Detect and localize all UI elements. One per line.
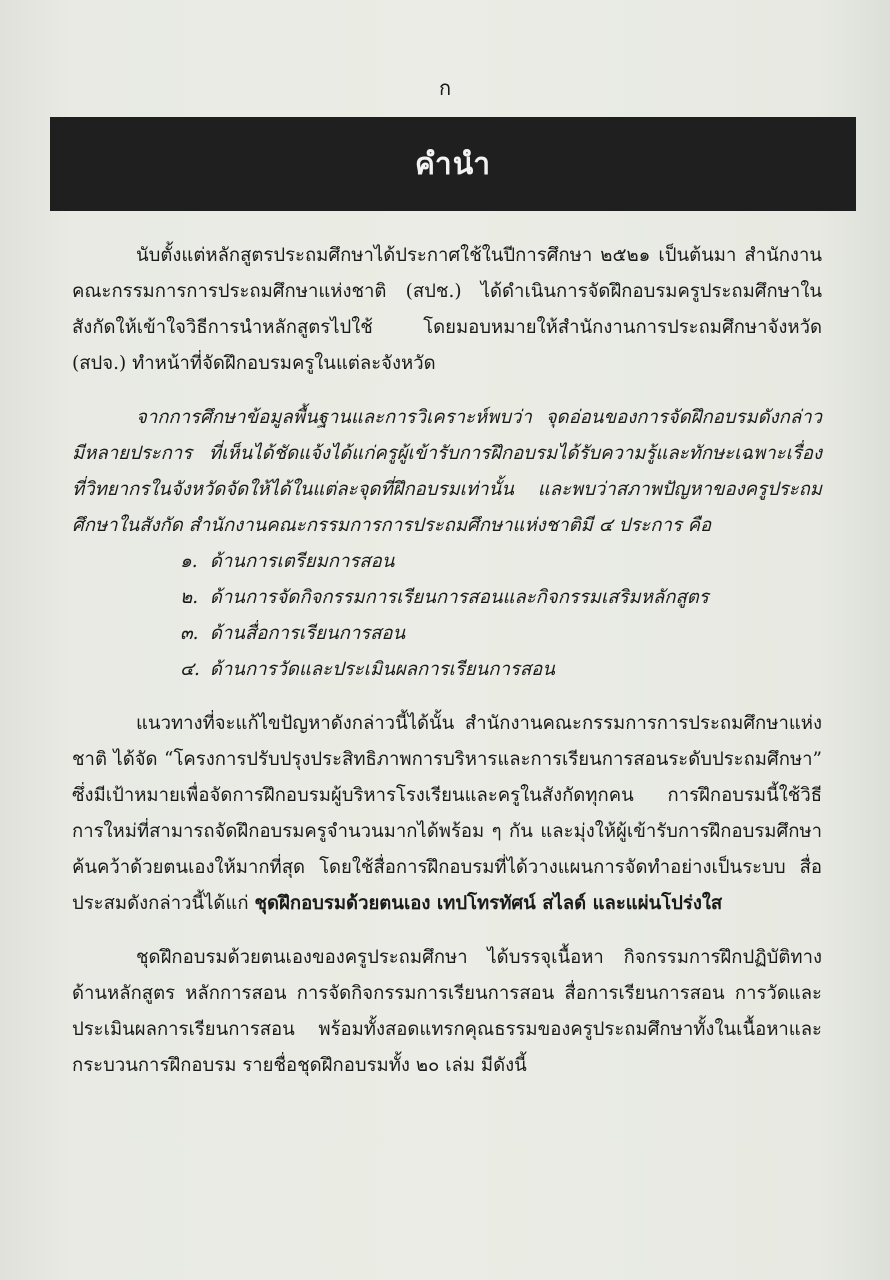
list-item-text: ด้านการเตรียมการสอน	[209, 551, 395, 572]
spacer	[72, 688, 822, 706]
spacer	[72, 382, 822, 400]
paragraph-training-set: ชุดฝึกอบรมด้วยตนเองของครูประถมศึกษา ได้บรรจุเนื้อหา กิจกรรมการฝึกปฏิบัติทางด้านหลักสูตร หลักการสอน การจัดกิจกรรมการเรียนการสอน สื่อการเรียนการสอน การวัดและประเมินผลการเรียนการสอน พร้อมทั้งสอดแทรกคุณธรรมของครูประถมศึกษาทั้งในเนื้อหาและกระบวนการฝึกอบรม รายชื่อชุดฝึกอบรมทั้ง ๒๐ เล่ม มีดังนี้	[72, 947, 822, 1076]
body-text	[72, 238, 822, 1084]
paragraph-solution-text: แนวทางที่จะแก้ไขปัญหาดังกล่าวนี้ได้นั้น สำนักงานคณะกรรมการการประถมศึกษาแห่งชาติ ได้จัด “โครงการปรับปรุงประสิทธิภาพการบริหารและการเรียนการสอนระดับประถมศึกษา” ซึ่งมีเป้าหมายเพื่อจัดการฝึกอบรมผู้บริหารโรงเรียนและครูในสังกัดทุกคน การฝึกอบรมนี้ใช้วิธีการใหม่ที่สามารถจัดฝึกอบรมครูจำนวนมากได้พร้อม ๆ กัน และมุ่งให้ผู้เข้ารับการฝึกอบรมศึกษาค้นคว้าด้วยตนเองให้มากที่สุด โดยใช้สื่อการฝึกอบรมที่ได้วางแผนการจัดทำอย่างเป็นระบบ สื่อประสมดังกล่าวนี้ได้แก่	[72, 713, 822, 914]
list-item-number: ๔.	[180, 659, 200, 680]
media-list-bold: ชุดฝึกอบรมด้วยตนเอง เทปโทรทัศน์ สไลด์ และแผ่นโปร่งใส	[254, 893, 723, 914]
page-title: คำนำ	[414, 146, 492, 182]
paragraph-analysis: จากการศึกษาข้อมูลพื้นฐานและการวิเคราะห์พบว่า จุดอ่อนของการจัดฝึกอบรมดังกล่าวมีหลายประการ ที่เห็นได้ชัดแจ้งได้แก่ครูผู้เข้ารับการฝึกอบรมได้รับความรู้และทักษะเฉพาะเรื่องที่วิทยากรในจังหวัดจัดให้ได้ในแต่ละจุดที่ฝึกอบรมเท่านั้น และพบว่าสภาพปัญหาของครูประถมศึกษาในสังกัด สำนักงานคณะกรรมการการประถมศึกษาแห่งชาติมี ๔ ประการ คือ	[72, 407, 822, 536]
list-item-text: ด้านการจัดกิจกรรมการเรียนการสอนและกิจกรรมเสริมหลักสูตร	[209, 587, 709, 608]
list-item-text: ด้านการวัดและประเมินผลการเรียนการสอน	[209, 659, 555, 680]
page-number: ก	[438, 76, 452, 100]
list-item-text: ด้านสื่อการเรียนการสอน	[209, 623, 406, 644]
list-item-number: ๒.	[180, 587, 199, 608]
list-item-number: ๓.	[180, 623, 199, 644]
list-item	[72, 544, 822, 580]
list-item	[72, 580, 822, 616]
list-item-number: ๑.	[180, 551, 198, 572]
title-banner	[50, 117, 856, 211]
paragraph-intro: นับตั้งแต่หลักสูตรประถมศึกษาได้ประกาศใช้ในปีการศึกษา ๒๕๒๑ เป็นต้นมา สำนักงานคณะกรรมการการประถมศึกษาแห่งชาติ (สปช.) ได้ดำเนินการจัดฝึกอบรมครูประถมศึกษาในสังกัดให้เข้าใจวิธีการนำหลักสูตรไปใช้ โดยมอบหมายให้สำนักงานการประถมศึกษาจังหวัด (สปจ.) ทำหน้าที่จัดฝึกอบรมครูในแต่ละจังหวัด	[72, 245, 822, 374]
list-item	[72, 652, 822, 688]
list-item	[72, 616, 822, 652]
spacer	[72, 922, 822, 940]
paragraph-solution	[72, 706, 822, 922]
problem-list	[72, 544, 822, 688]
